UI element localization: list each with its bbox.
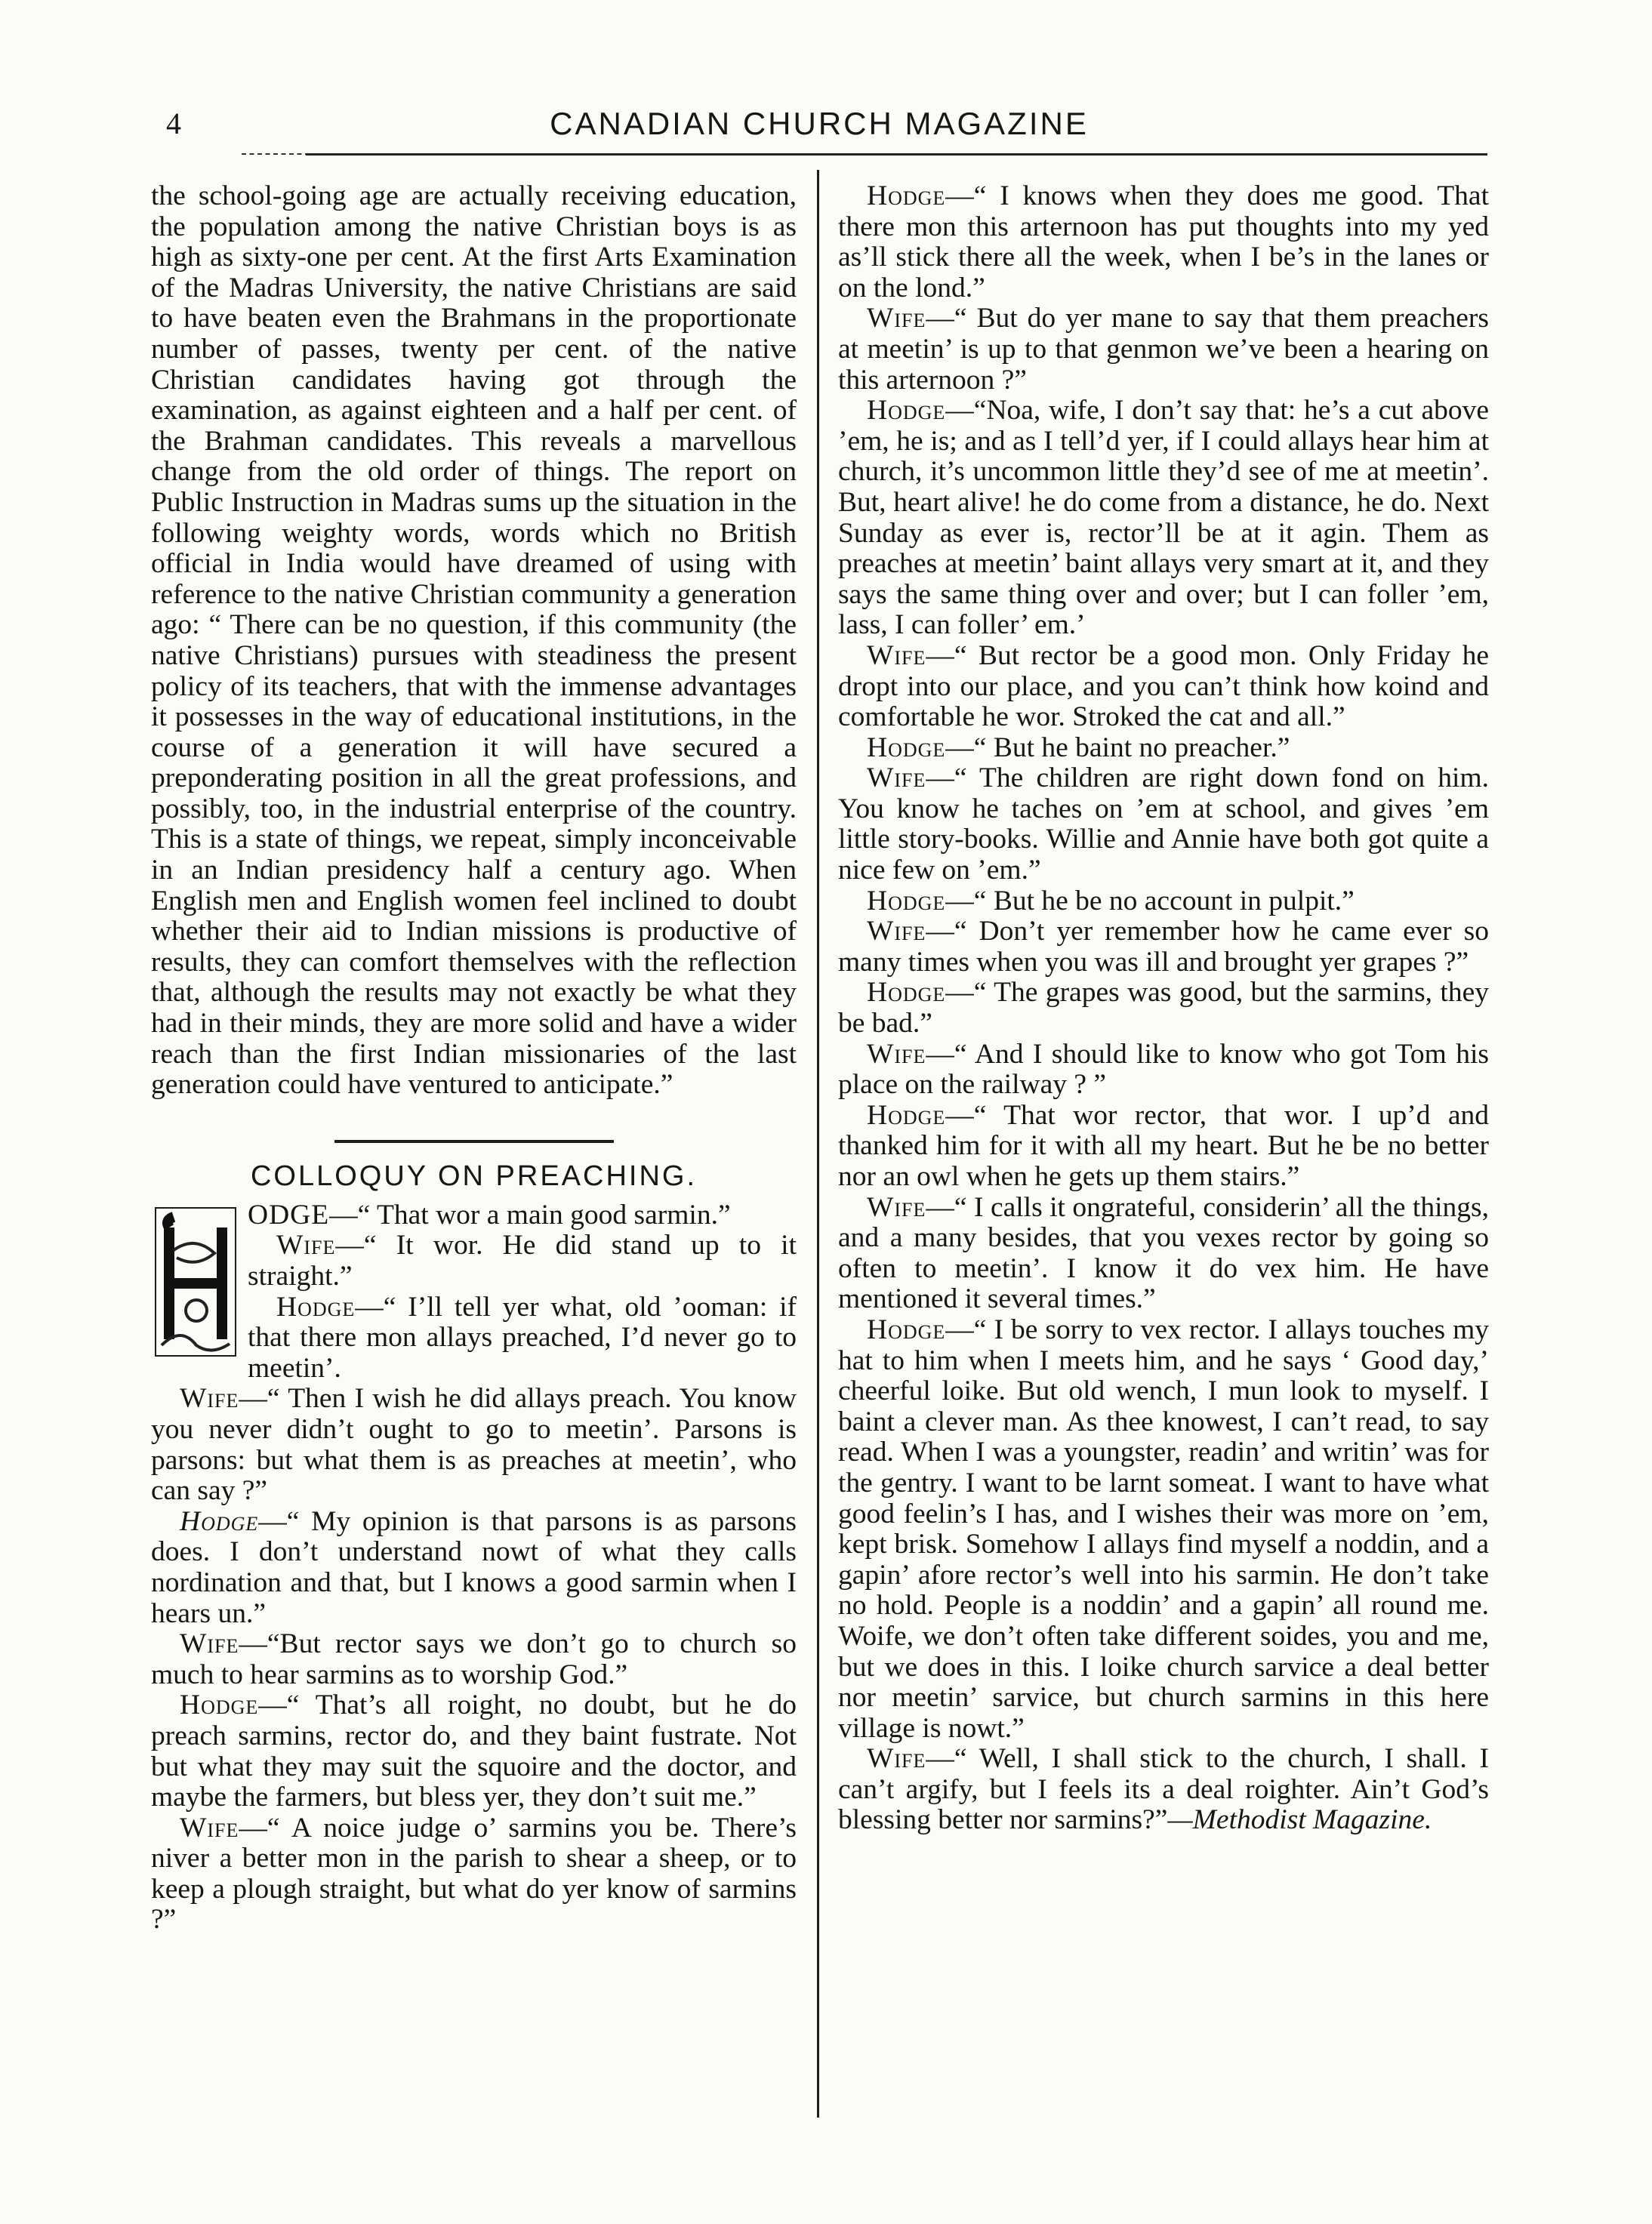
ornamental-dropcap-h	[151, 1205, 240, 1362]
header-rule-short	[242, 153, 310, 155]
colloquy-line: Hodge—“ I be sorry to vex rector. I allays touches my hat to him when I meets him, and he says ‘ Good day,’ cheerful loike. But old wench, I mun look to myself. I baint a clever man. As thee knowest, I can’t read, to say read. When I was a youngster, readin’ and writin’ was for the gentry. I want to be larnt someat. I want to have what good feelin’s I has, and I wishes their was more on ’em, kept brisk. Somehow I allays find myself a noddin, and a gapin’ afore rector’s well into his sarmin. He don’t take no hold. People is a noddin’ and a gapin’ all round me. Woife, we don’t often take different soides, you and me, but we does in this. I loike church sarvice a deal better nor meetin’ sarvice, but church sarmins in this here village is nowt.”	[838, 1314, 1489, 1744]
colloquy-line: Wife—“ I calls it ongrateful, considerin’ all the things, and a many besides, that you vexes rector by going so often to meetin’. I know it do vex him. He have mentioned it several times.”	[838, 1191, 1489, 1315]
colloquy-line: Hodge—“ I knows when they does me good. That there mon this arternoon has put thoughts into my yed as’ll stick there all the week, when I be’s in the lanes or on the lond.”	[838, 180, 1489, 303]
colloquy-line: Wife—“ Well, I shall stick to the church, I shall. I can’t argify, but I feels its a deal roighter. Ain’t God’s blessing better nor sarmins?”—Methodist Magazine.	[838, 1743, 1489, 1836]
colloquy-line: Wife—“ Then I wish he did allays preach. You know you never didn’t ought to go to meetin’. Parsons is parsons: but what them is as preaches at meetin’, who can say ?”	[151, 1383, 797, 1507]
colloquy-line: Wife—“ Don’t yer remember how he came ever so many times when you was ill and brought yer grapes ?”	[838, 916, 1489, 978]
colloquy-line: Hodge—“ But he baint no preacher.”	[867, 732, 1290, 763]
colloquy-line: Hodge—“ But he be no account in pulpit.”	[867, 885, 1355, 916]
colloquy-line: Wife—“ The children are right down fond on him. You know he taches on ’em at school, and gives ’em little story-books. Willie and Annie have both got quite a nice few on ’em.”	[838, 762, 1489, 886]
colloquy-line: Hodge—“ That’s all roight, no doubt, but he do preach sarmins, rector do, and they baint fustrate. Not but what they may suit the squoire and the doctor, and maybe the farmers, but bless yer, they don’t suit me.”	[151, 1690, 797, 1813]
colloquy-line: Hodge—“Noa, wife, I don’t say that: he’s a cut above ’em, he is; and as I tell’d yer, if I could allays hear him at church, it’s uncommon little they’d see of me at meetin’. But, heart alive! he do come from a distance, he do. Next Sunday as ever is, rector’ll be at it agin. Them as preaches at meetin’ baint allays very smart at it, and they says the same thing over and over; but I can foller ’em, lass, I can foller’ em.’	[838, 395, 1489, 641]
colloquy-line: Wife—“ But do yer mane to say that them preachers at meetin’ is up to that genmon we’ve been a hearing on this arternoon ?”	[838, 303, 1489, 396]
colloquy-line: Wife—“But rector says we don’t go to church so much to hear sarmins as to worship God.”	[151, 1628, 797, 1690]
colloquy-line: Hodge—“ The grapes was good, but the sarmins, they be bad.”	[838, 977, 1489, 1040]
article-title: COLLOQUY ON PREACHING.	[250, 1160, 698, 1192]
section-separator	[334, 1140, 614, 1143]
header-rule	[306, 153, 1487, 156]
continued-paragraph: the school-going age are actually receiving education, the population among the native Christian boys is as high as sixty-one per cent. At the first Arts Examination of the Madras University, the native Christians are said to have beaten even the Brahmans in the proportionate number of passes, twenty per cent. of the native Christian candidates having got through the examination, as against eighteen and a half per cent. of the Brahman candidates. This reveals a marvellous change from the old order of things. The report on Public Instruction in Madras sums up the situation in the following weighty words, words which no British official in India would have dreamed of using with reference to the native Christian community a generation ago: “ There can be no question, if this community (the native Christians) pursues with steadiness the present policy of its teachers, that with the immense advantages it possesses in the way of educational institutions, in the course of a generation it will have secured a preponderating position in all the great professions, and possibly, too, in the industrial enterprise of the country. This is a state of things, we repeat, simply inconceivable in an Indian presidency half a century ago. When English men and English women feel inclined to doubt whether their aid to Indian missions is productive of results, they can comfort themselves with the reflection that, although the results may not exactly be what they had in their minds, they are more solid and have a wider reach than the first Indian missionaries of the last generation could have ventured to anticipate.”	[151, 180, 797, 1101]
article-source: —Methodist Magazine.	[1167, 1804, 1432, 1836]
page-number: 4	[166, 106, 181, 140]
running-head-title: CANADIAN CHURCH MAGAZINE	[550, 106, 1089, 141]
colloquy-line: Hodge—“ My opinion is that parsons is as parsons does. I don’t understand nowt of what they calls nordination and that, but I knows a good sarmin when I hears un.”	[151, 1505, 797, 1629]
column-divider	[817, 170, 819, 2118]
page-header	[151, 98, 1487, 143]
colloquy-left	[151, 1200, 797, 1936]
colloquy-line: Wife—“ And I should like to know who got Tom his place on the railway ? ”	[838, 1038, 1489, 1101]
right-column	[838, 181, 1489, 1836]
colloquy-line: ODGE—“ That wor a main good sarmin.”	[248, 1199, 731, 1231]
colloquy-line: Wife—“ A noice judge o’ sarmins you be. There’s niver a better mon in the parish to shear a sheep, or to keep a plough straight, but what do yer know of sarmins ?”	[151, 1812, 797, 1936]
left-column	[151, 181, 797, 1936]
colloquy-line: Wife—“ But rector be a good mon. Only Friday he dropt into our place, and you can’t think how koind and comfortable he wor. Stroked the cat and all.”	[838, 639, 1489, 733]
colloquy-line: Hodge—“ That wor rector, that wor. I up’d and thanked him for it with all my heart. But he be no better nor an owl when he gets up them stairs.”	[838, 1099, 1489, 1192]
colloquy-line: Wife—“ It wor. He did stand up to it straight.”	[248, 1230, 797, 1292]
colloquy-line: Hodge—“ I’ll tell yer what, old ’ooman: if that there mon allays preached, I’d never go to meetin’.	[248, 1291, 797, 1384]
